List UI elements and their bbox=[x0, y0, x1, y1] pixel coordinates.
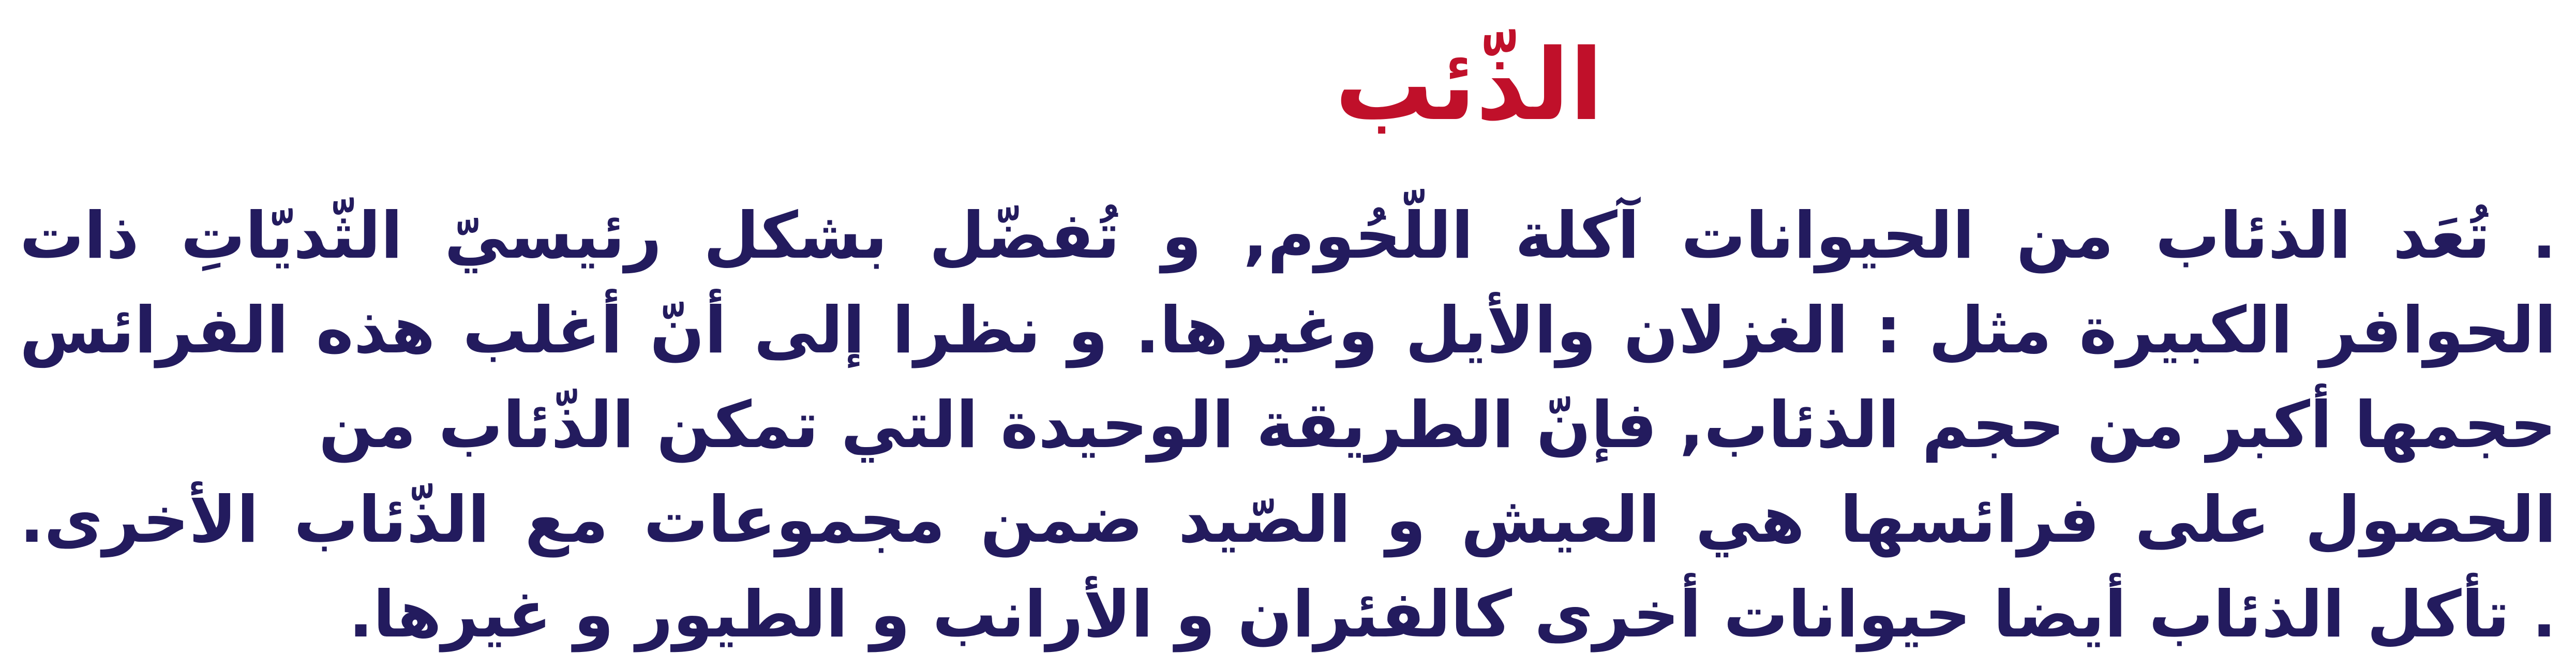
document-title: الذّئب bbox=[1335, 28, 1604, 142]
paragraph-line-2: الحوافر الكبيرة مثل : الغزلان والأيل وغيرها. و نظرا إلى أنّ أغلب هذه الفرائس bbox=[20, 293, 2556, 368]
paragraph-line-3: حجمها أكبر من حجم الذئاب, فإنّ الطريقة الوحيدة التي تمكن الذّئاب من bbox=[319, 388, 2556, 463]
document-body bbox=[20, 189, 2556, 662]
paragraph-line-1: . تُعَد الذئاب من الحيوانات آكلة اللّحُوم, و تُفضّل بشكل رئيسيّ الثّديّاتِ ذات bbox=[20, 199, 2556, 273]
paragraph-line-4: الحصول على فرائسها هي العيش و الصّيد ضمن مجموعات مع الذّئاب الأخرى. bbox=[20, 483, 2556, 557]
paragraph-line-5: . تأكل الذئاب أيضا حيوانات أخرى كالفئران و الأرانب و الطيور و غيرها. bbox=[349, 577, 2556, 652]
